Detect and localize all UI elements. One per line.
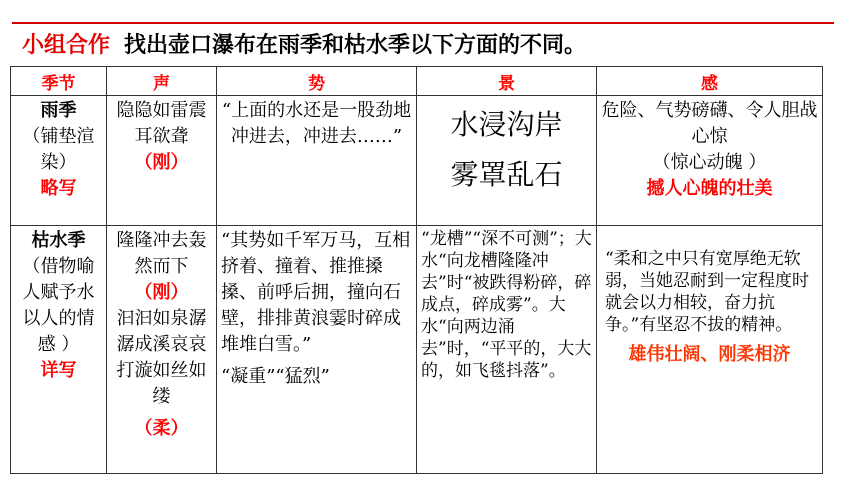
- rainy-season-name: 雨季: [40, 100, 77, 121]
- dry-sound-tag-a: （刚）: [134, 282, 189, 303]
- dry-season-cell: [11, 226, 107, 474]
- dry-momentum-words: “凝重”“猛烈”: [221, 366, 330, 387]
- rainy-feeling-note: （惊心动魄 ）: [652, 152, 767, 173]
- task-text: 找出壶口瀑布在雨季和枯水季以下方面的不同。: [124, 33, 587, 58]
- dry-season-method: 详写: [40, 360, 77, 381]
- dry-sound-cell: [107, 226, 217, 474]
- dry-scene: “龙槽”“深不可测”；大水“向龙槽隆隆冲去”时“被跌得粉碎，碎成点，碎成雾”。大水“向两边涌去”时，“平平的，大大的，如飞毯抖落”。: [421, 229, 592, 381]
- dry-feeling-cell: [597, 226, 823, 474]
- rainy-season-note: （铺垫渲染）: [22, 126, 95, 173]
- comparison-table: [10, 66, 823, 474]
- dry-momentum: “其势如千军万马，互相挤着、撞着、推推搡搡、前呼后拥，撞向石壁，排排黄浪霎时碎成堆堆白雪。”: [221, 230, 411, 355]
- rainy-sound-tag: （刚）: [134, 152, 189, 173]
- rainy-scene-cell: [417, 96, 597, 226]
- dry-sound-a: 隆隆冲去轰然而下: [116, 230, 207, 277]
- rainy-season-method: 略写: [40, 178, 77, 199]
- rainy-scene-line2: 雾罩乱石: [450, 158, 563, 191]
- rainy-feeling-summary: 撼人心魄的壮美: [646, 178, 773, 199]
- rainy-sound-cell: [107, 96, 217, 226]
- header-feeling: 感: [597, 67, 823, 96]
- header-season: 季节: [11, 67, 107, 96]
- table-row: [11, 96, 823, 226]
- task-title: [22, 28, 586, 58]
- rainy-scene-line1: 水浸沟岸: [450, 108, 563, 141]
- dry-feeling-summary: 雄伟壮阔、刚柔相济: [628, 344, 791, 365]
- dry-scene-cell: [417, 226, 597, 474]
- dry-season-note: （借物喻人赋予水以人的情感 ）: [22, 256, 95, 355]
- rainy-momentum: “上面的水还是一股劲地冲进去，冲进去……”: [221, 100, 412, 147]
- dry-sound-b: 汩汩如泉潺潺成溪哀哀打漩如丝如缕: [116, 308, 207, 407]
- header-scene: 景: [417, 67, 597, 96]
- dry-season-name: 枯水季: [31, 230, 86, 251]
- dry-sound-tag-b: （柔）: [134, 418, 189, 439]
- header-momentum: 势: [217, 67, 417, 96]
- dry-feeling: “柔和之中只有宽厚绝无软弱，当她忍耐到一定程度时就会以力相较，奋力抗争。”有坚忍不拔的精神。: [605, 249, 809, 335]
- table-row: [11, 226, 823, 474]
- rainy-momentum-cell: [217, 96, 417, 226]
- header-row: [11, 67, 823, 96]
- rainy-feeling: 危险、气势磅礴、令人胆战心惊: [601, 100, 818, 147]
- rainy-season-cell: [11, 96, 107, 226]
- group-work-label: 小组合作: [22, 33, 111, 58]
- header-sound: 声: [107, 67, 217, 96]
- dry-momentum-cell: [217, 226, 417, 474]
- rainy-feeling-cell: [597, 96, 823, 226]
- rainy-sound: 隐隐如雷震耳欲聋: [116, 100, 207, 147]
- title-underline: [12, 22, 834, 24]
